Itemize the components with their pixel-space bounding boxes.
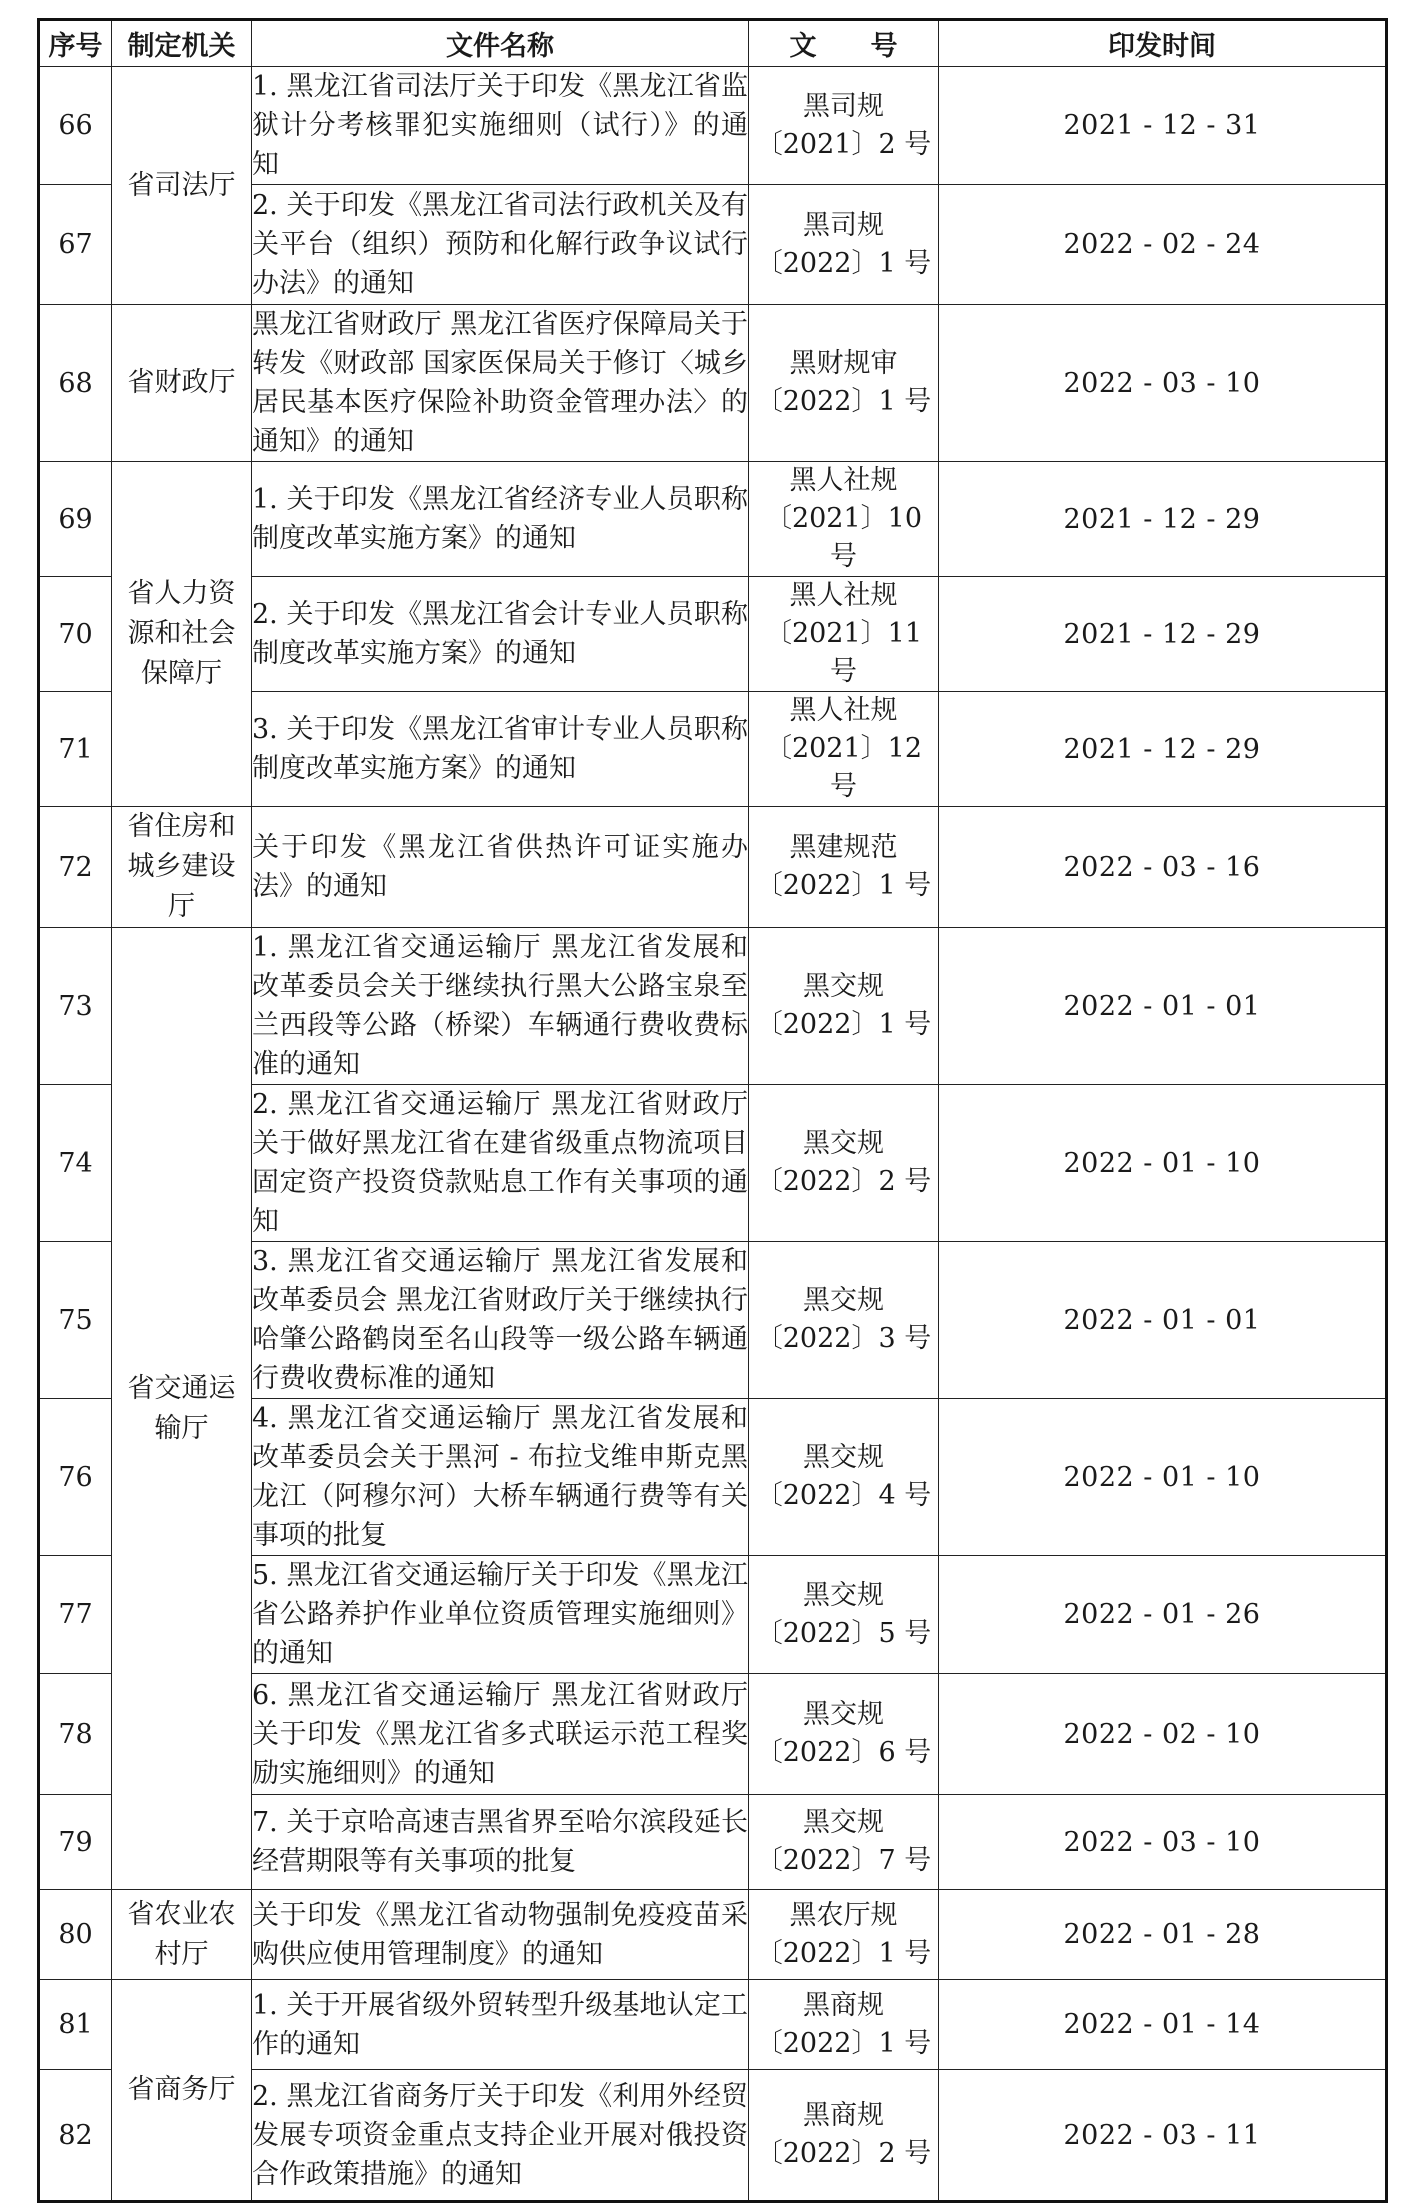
row-seq: 80	[39, 1890, 112, 1980]
org-label: 省住房和城乡建设厅	[127, 811, 236, 922]
doc-number-line1: 黑农厅规	[789, 1899, 898, 1931]
doc-number-line2: 〔2022〕5 号	[755, 1617, 932, 1649]
row-seq: 67	[39, 185, 112, 305]
row-seq: 72	[39, 807, 112, 928]
row-date: 2022 - 03 - 11	[939, 2070, 1387, 2202]
header-issue-date: 印发时间	[939, 20, 1387, 67]
doc-number-line2: 〔2021〕10 号	[764, 503, 923, 572]
row-date: 2022 - 03 - 10	[939, 1795, 1387, 1890]
row-doc-number	[749, 1242, 939, 1399]
row-seq: 82	[39, 2070, 112, 2202]
row-doc-number	[749, 1890, 939, 1980]
doc-number-line1: 黑人社规	[789, 580, 898, 611]
row-date: 2022 - 02 - 10	[939, 1674, 1387, 1795]
row-title: 6. 黑龙江省交通运输厅 黑龙江省财政厅关于印发《黑龙江省多式联运示范工程奖励实施细则》的通知	[252, 1674, 749, 1795]
row-seq: 76	[39, 1399, 112, 1556]
row-seq: 75	[39, 1242, 112, 1399]
doc-number-line2: 〔2022〕3 号	[755, 1323, 932, 1354]
doc-number-line1: 黑交规	[803, 1442, 884, 1473]
row-org	[112, 1980, 252, 2202]
row-date: 2022 - 01 - 26	[939, 1556, 1387, 1674]
table-row	[39, 1980, 1387, 2070]
doc-number-line1: 黑商规	[803, 1989, 884, 2021]
header-doc-number: 文 号	[749, 20, 939, 67]
org-label: 省人力资源和社会保障厅	[127, 578, 236, 689]
doc-number-line1: 黑财规审	[789, 348, 898, 379]
row-title: 1. 关于印发《黑龙江省经济专业人员职称制度改革实施方案》的通知	[252, 462, 749, 577]
org-label: 省交通运输厅	[127, 1372, 236, 1444]
row-org	[112, 305, 252, 462]
row-date: 2022 - 03 - 10	[939, 305, 1387, 462]
row-date: 2022 - 01 - 01	[939, 1242, 1387, 1399]
row-doc-number	[749, 577, 939, 692]
table-row	[39, 928, 1387, 1085]
row-seq: 69	[39, 462, 112, 577]
doc-number-line1: 黑交规	[803, 1699, 884, 1730]
doc-number-line1: 黑交规	[803, 1285, 884, 1316]
row-title: 2. 关于印发《黑龙江省司法行政机关及有关平台（组织）预防和化解行政争议试行办法》的通知	[252, 185, 749, 305]
table-row	[39, 305, 1387, 462]
row-title: 2. 关于印发《黑龙江省会计专业人员职称制度改革实施方案》的通知	[252, 577, 749, 692]
row-seq: 70	[39, 577, 112, 692]
row-org	[112, 1890, 252, 1980]
table-row	[39, 462, 1387, 577]
row-doc-number	[749, 1399, 939, 1556]
row-date: 2022 - 01 - 10	[939, 1399, 1387, 1556]
row-seq: 66	[39, 67, 112, 185]
table-header-row	[39, 20, 1387, 67]
doc-number-line2: 〔2022〕1 号	[755, 1937, 932, 1969]
doc-number-line2: 〔2022〕1 号	[755, 2027, 932, 2059]
row-date: 2022 - 01 - 14	[939, 1980, 1387, 2070]
row-org	[112, 807, 252, 928]
row-title: 7. 关于京哈高速吉黑省界至哈尔滨段延长经营期限等有关事项的批复	[252, 1795, 749, 1890]
row-doc-number	[749, 305, 939, 462]
doc-number-line2: 〔2022〕1 号	[755, 386, 932, 417]
row-doc-number	[749, 462, 939, 577]
header-title: 文件名称	[252, 20, 749, 67]
row-org	[112, 462, 252, 807]
doc-number-line2: 〔2021〕12 号	[764, 733, 923, 802]
row-doc-number	[749, 1980, 939, 2070]
row-seq: 77	[39, 1556, 112, 1674]
row-date: 2022 - 01 - 28	[939, 1890, 1387, 1980]
row-title: 1. 黑龙江省交通运输厅 黑龙江省发展和改革委员会关于继续执行黑大公路宝泉至兰西段等公路（桥梁）车辆通行费收费标准的通知	[252, 928, 749, 1085]
doc-number-line2: 〔2022〕4 号	[755, 1480, 932, 1511]
row-seq: 81	[39, 1980, 112, 2070]
row-doc-number	[749, 692, 939, 807]
row-date: 2022 - 02 - 24	[939, 185, 1387, 305]
table-row	[39, 67, 1387, 185]
org-label: 省农业农村厅	[127, 1898, 236, 1970]
doc-number-line2: 〔2022〕1 号	[755, 1009, 932, 1040]
row-seq: 73	[39, 928, 112, 1085]
table-row	[39, 807, 1387, 928]
doc-number-line1: 黑交规	[803, 971, 884, 1002]
doc-number-line2: 〔2022〕2 号	[755, 1166, 932, 1197]
row-org	[112, 928, 252, 1890]
row-doc-number	[749, 1674, 939, 1795]
row-title: 1. 关于开展省级外贸转型升级基地认定工作的通知	[252, 1980, 749, 2070]
doc-number-line1: 黑司规	[803, 90, 884, 122]
regulation-table	[37, 18, 1388, 2203]
row-title: 2. 黑龙江省交通运输厅 黑龙江省财政厅关于做好黑龙江省在建省级重点物流项目固定资产投资贷款贴息工作有关事项的通知	[252, 1085, 749, 1242]
doc-number-line1: 黑司规	[803, 209, 884, 241]
doc-number-line2: 〔2022〕1 号	[755, 870, 932, 901]
row-seq: 71	[39, 692, 112, 807]
doc-number-line1: 黑交规	[803, 1579, 884, 1611]
row-title: 1. 黑龙江省司法厅关于印发《黑龙江省监狱计分考核罪犯实施细则（试行）》的通知	[252, 67, 749, 185]
row-title: 2. 黑龙江省商务厅关于印发《利用外经贸发展专项资金重点支持企业开展对俄投资合作政策措施》的通知	[252, 2070, 749, 2202]
row-seq: 68	[39, 305, 112, 462]
row-date: 2021 - 12 - 29	[939, 692, 1387, 807]
row-date: 2022 - 01 - 10	[939, 1085, 1387, 1242]
doc-number-line2: 〔2021〕11 号	[764, 618, 923, 687]
row-title: 黑龙江省财政厅 黑龙江省医疗保障局关于转发《财政部 国家医保局关于修订〈城乡居民基本医疗保险补助资金管理办法〉的通知》的通知	[252, 305, 749, 462]
row-date: 2022 - 01 - 01	[939, 928, 1387, 1085]
row-doc-number	[749, 1556, 939, 1674]
row-org	[112, 67, 252, 305]
doc-number-line2: 〔2022〕2 号	[755, 2138, 932, 2169]
row-seq: 79	[39, 1795, 112, 1890]
row-date: 2022 - 03 - 16	[939, 807, 1387, 928]
row-title: 关于印发《黑龙江省动物强制免疫疫苗采购供应使用管理制度》的通知	[252, 1890, 749, 1980]
row-doc-number	[749, 185, 939, 305]
header-seq: 序号	[39, 20, 112, 67]
row-title: 5. 黑龙江省交通运输厅关于印发《黑龙江省公路养护作业单位资质管理实施细则》的通知	[252, 1556, 749, 1674]
row-doc-number	[749, 2070, 939, 2202]
doc-number-line1: 黑交规	[803, 1807, 884, 1838]
org-label: 省财政厅	[127, 367, 236, 398]
doc-number-line2: 〔2022〕1 号	[755, 247, 932, 279]
doc-number-line2: 〔2022〕6 号	[755, 1737, 932, 1768]
row-doc-number	[749, 807, 939, 928]
row-doc-number	[749, 1085, 939, 1242]
doc-number-line1: 黑建规范	[789, 832, 898, 863]
row-title: 4. 黑龙江省交通运输厅 黑龙江省发展和改革委员会关于黑河 - 布拉戈维申斯克黑龙江（阿穆尔河）大桥车辆通行费等有关事项的批复	[252, 1399, 749, 1556]
header-org: 制定机关	[112, 20, 252, 67]
row-title: 关于印发《黑龙江省供热许可证实施办法》的通知	[252, 807, 749, 928]
table-row	[39, 1890, 1387, 1980]
row-doc-number	[749, 1795, 939, 1890]
row-date: 2021 - 12 - 29	[939, 577, 1387, 692]
doc-number-line1: 黑交规	[803, 1128, 884, 1159]
row-doc-number	[749, 67, 939, 185]
doc-number-line1: 黑人社规	[789, 465, 898, 496]
row-doc-number	[749, 928, 939, 1085]
row-date: 2021 - 12 - 29	[939, 462, 1387, 577]
row-title: 3. 关于印发《黑龙江省审计专业人员职称制度改革实施方案》的通知	[252, 692, 749, 807]
org-label: 省商务厅	[127, 2074, 236, 2105]
row-seq: 74	[39, 1085, 112, 1242]
doc-number-line2: 〔2022〕7 号	[755, 1845, 932, 1876]
row-date: 2021 - 12 - 31	[939, 67, 1387, 185]
doc-number-line1: 黑人社规	[789, 695, 898, 726]
doc-number-line2: 〔2021〕2 号	[755, 128, 932, 160]
row-title: 3. 黑龙江省交通运输厅 黑龙江省发展和改革委员会 黑龙江省财政厅关于继续执行哈肇公路鹤岗至名山段等一级公路车辆通行费收费标准的通知	[252, 1242, 749, 1399]
org-label: 省司法厅	[127, 169, 236, 201]
doc-number-line1: 黑商规	[803, 2100, 884, 2131]
row-seq: 78	[39, 1674, 112, 1795]
